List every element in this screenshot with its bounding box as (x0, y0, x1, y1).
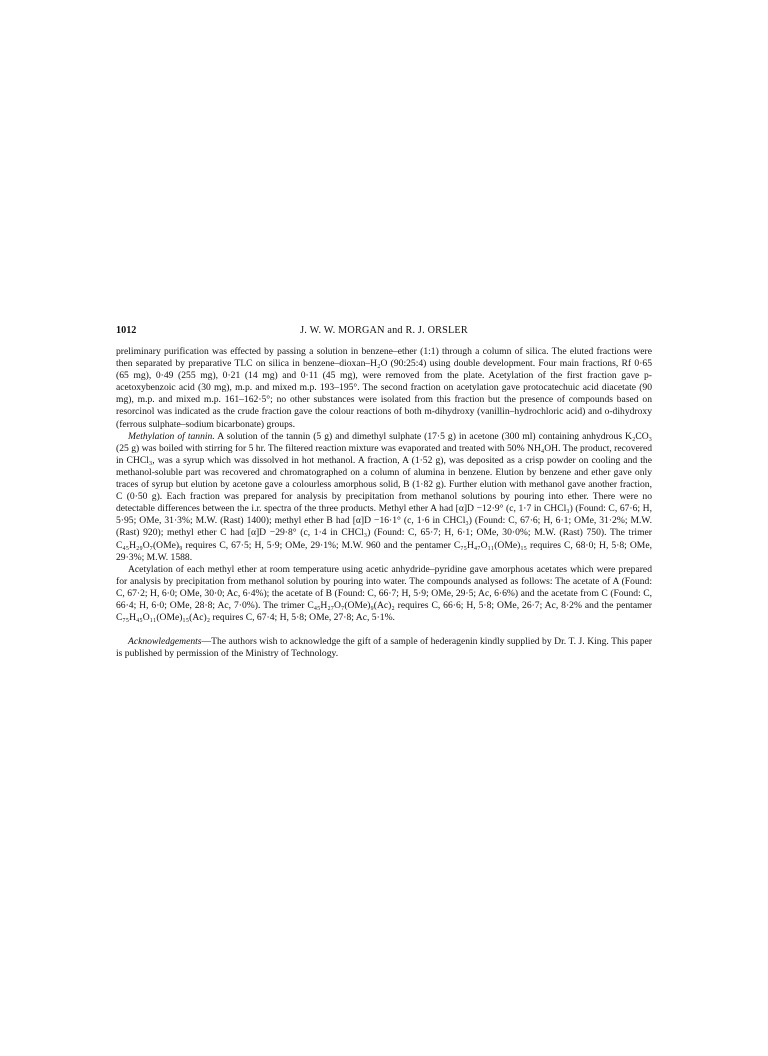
running-head: J. W. W. MORGAN and R. J. ORSLER (300, 325, 468, 336)
paragraph-acetylation: Acetylation of each methyl ether at room temperature using acetic anhydride–pyridine gave amorphous acetates which were prepared for analysis by precipitation from methanol solution by pouring into water. The compounds analysed as follows: The acetate of A (Found: C, 67·2; H, 6·0; OMe, 30·0; Ac, 6·4%); the acetate of B (Found: C, 66·7; H, 5·9; OMe, 29·5; Ac, 6·6%) and the acetate from C (Found: C, 66·4; H, 6·0; OMe, 28·8; Ac, 7·0%). The trimer C₄₅H₂₇O₇(OMe)₉(Ac)₂ requires C, 66·6; H, 5·8; OMe, 26·7; Ac, 8·2% and the pentamer C₇₅H₄₅O₁₁(OMe)₁₅(Ac)₂ requires C, 67·4; H, 5·8; OMe, 27·8; Ac, 5·1%. (116, 563, 652, 624)
paragraph-purification: preliminary purification was effected by passing a solution in benzene–ether (1:1) through a column of silica. The eluted fractions were then separated by preparative TLC on silica in benzene–dioxan–H₂O (90:25:4) using double development. Four main fractions, Rf 0·65 (65 mg), 0·49 (255 mg), 0·21 (14 mg) and 0·11 (45 mg), were removed from the plate. Acetylation of the first fraction gave p-acetoxybenzoic acid (30 mg), m.p. and mixed m.p. 193–195°. The second fraction on acetylation gave protocatechuic acid diacetate (90 mg), m.p. and mixed m.p. 161–162·5°; no other substances were isolated from this fraction but the presence of compounds based on resorcinol was indicated as the crude fraction gave the colour reactions of both m-dihydroxy (vanillin–hydrochloric acid) and o-dihydroxy (ferrous sulphate–sodium bicarbonate) groups. (116, 346, 652, 430)
acknowledgements (116, 636, 652, 660)
body-text (116, 346, 652, 660)
page-header (116, 325, 652, 339)
paragraph-methylation (116, 431, 652, 564)
acknowledgements-title: Acknowledgements (128, 636, 202, 648)
acknowledgements-text: —The authors wish to acknowledge the gift of a sample of hederagenin kindly supplied by Dr. T. J. King. This paper is published by permission of the Ministry of Technology. (116, 636, 652, 660)
paragraph-methylation-text: A solution of the tannin (5 g) and dimethyl sulphate (17·5 g) in acetone (300 ml) containing anhydrous K₂CO₃ (25 g) was boiled with stirring for 5 hr. The filtered reaction mixture was evaporated and treated with 50% NH₄OH. The product, recovered in CHCl₃, was a syrup which was dissolved in hot methanol. A fraction, A (1·52 g), was deposited as a crisp powder on cooling and the methanol-soluble part was recovered and chromatographed on a column of alumina in benzene. Elution by benzene and ether gave only traces of syrup but elution by acetone gave a colourless amorphous solid, B (1·82 g). Further elution with methanol gave another fraction, C (0·50 g). Each fraction was prepared for analysis by precipitation from methanol solutions by pouring into ether. There were no detectable differences between the i.r. spectra of the three products. Methyl ether A had [α]D −12·9° (c, 1·7 in CHCl₃) (Found: C, 67·6; H, 5·95; OMe, 31·3%; M.W. (Rast) 1400); methyl ether B had [α]D −16·1° (c, 1·6 in CHCl₃) (Found: C, 67·6; H, 6·1; OMe, 31·2%; M.W. (Rast) 920); methyl ether C had [α]D −29·8° (c, 1·4 in CHCl₃) (Found: C, 65·7; H, 6·1; OMe, 30·0%; M.W. (Rast) 750). The trimer C₄₅H₂₉O₇(OMe)₉ requires C, 67·5; H, 5·9; OMe, 29·1%; M.W. 960 and the pentamer C₇₅H₄₇O₁₁(OMe)₁₅ requires C, 68·0; H, 5·8; OMe, 29·3%; M.W. 1588. (116, 430, 652, 563)
page-number: 1012 (116, 325, 137, 336)
section-title-methylation: Methylation of tannin. (128, 430, 215, 442)
